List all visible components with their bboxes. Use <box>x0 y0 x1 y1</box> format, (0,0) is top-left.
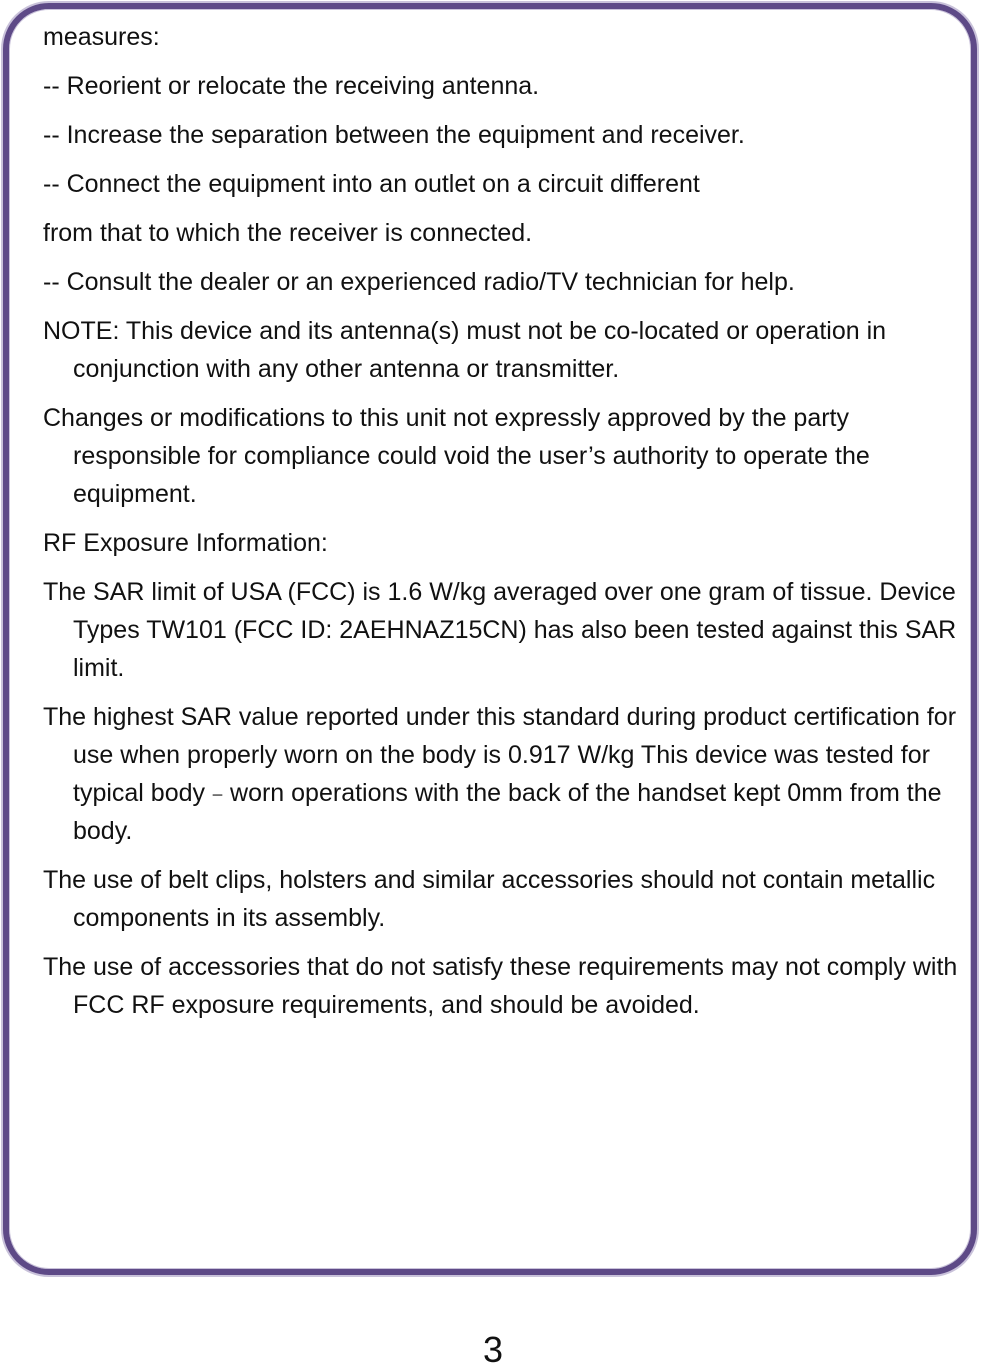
paragraph-receiver-connected: from that to which the receiver is connected. <box>43 219 533 247</box>
page-number: 3 <box>482 1329 504 1370</box>
paragraph-belt-clips: The use of belt clips, holsters and similar accessories should not contain metallic components in its assembly. <box>43 866 943 932</box>
paragraph-rf-exposure-heading: RF Exposure Information: <box>43 529 328 557</box>
paragraph-sar-limit: The SAR limit of USA (FCC) is 1.6 W/kg averaged over one gram of tissue. Device Types TW101 (FCC ID: 2AEHNAZ15CN) has also been tested against this SAR limit. <box>43 578 964 682</box>
paragraph-note-colocation: NOTE: This device and its antenna(s) must not be co-located or operation in conjunction with any other antenna or transmitter. <box>43 317 893 383</box>
paragraph-measures: measures: <box>43 23 160 51</box>
document-body <box>43 18 978 1035</box>
paragraph-changes-warning: Changes or modifications to this unit not expressly approved by the party responsible for compliance could void the user’s authority to operate the equipment. <box>43 404 877 508</box>
paragraph-consult-dealer: -- Consult the dealer or an experienced radio/TV technician for help. <box>43 268 795 296</box>
paragraph-increase-separation: -- Increase the separation between the equipment and receiver. <box>43 121 745 149</box>
paragraph-reorient-antenna: -- Reorient or relocate the receiving antenna. <box>43 72 540 100</box>
paragraph-highest-sar: The highest SAR value reported under this standard during product certification for use when properly worn on the body is 0.917 W/kg This device was tested for typical body﹣worn operations with the back of the handset kept 0mm from the body. <box>43 703 963 845</box>
paragraph-accessories: The use of accessories that do not satisfy these requirements may not comply with FCC RF exposure requirements, and should be avoided. <box>43 953 965 1019</box>
paragraph-connect-outlet: -- Connect the equipment into an outlet on a circuit different <box>43 170 700 198</box>
